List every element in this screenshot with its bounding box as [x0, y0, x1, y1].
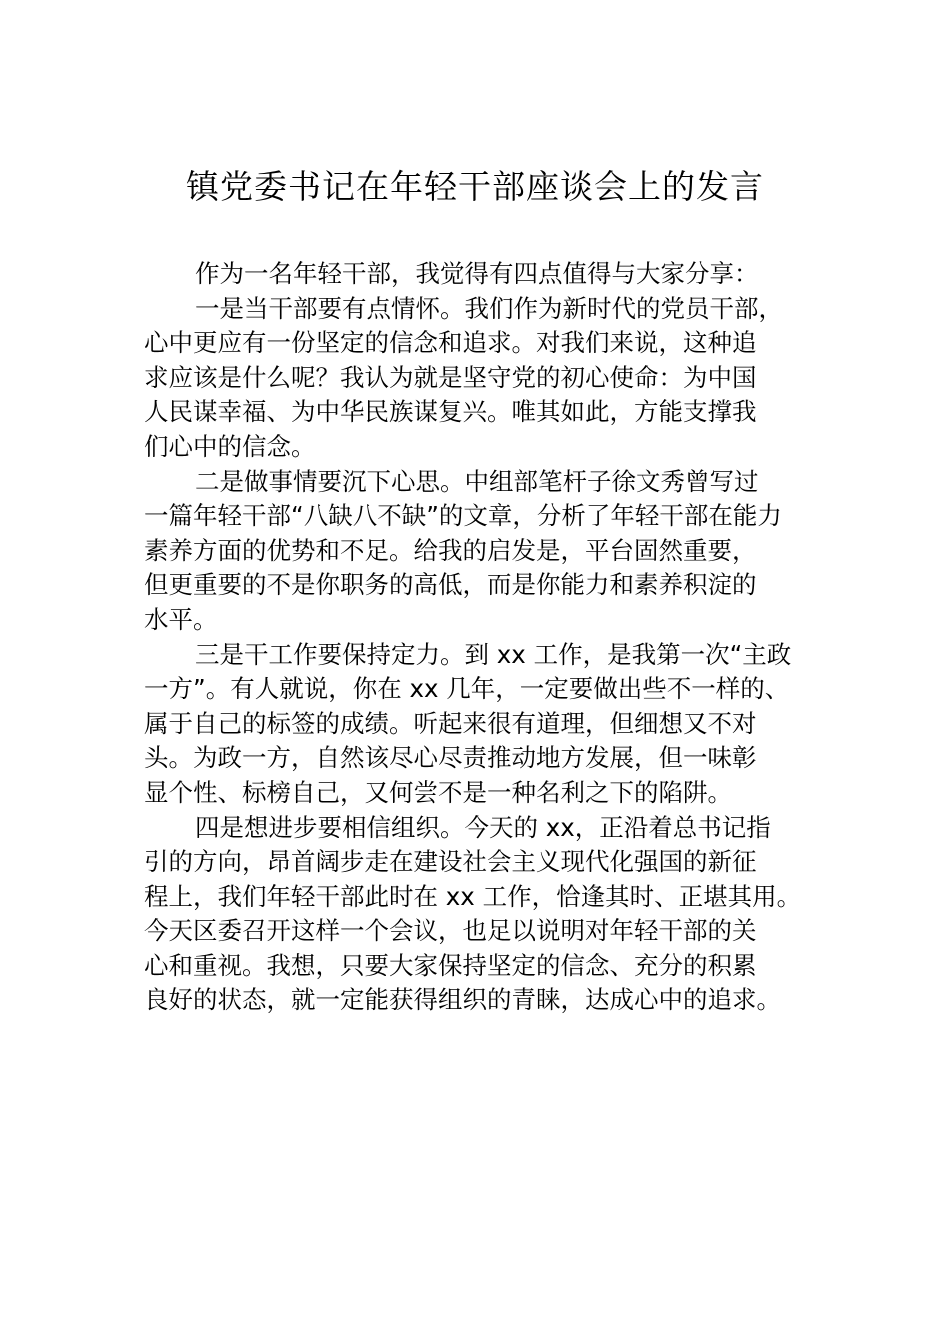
paragraph-1-line: 人民谋幸福、为中华民族谋复兴。唯其如此，方能支撑我 — [144, 397, 757, 427]
paragraph-1-line: 一是当干部要有点情怀。我们作为新时代的党员干部， — [195, 293, 783, 323]
paragraph-2-line: 二是做事情要沉下心思。中组部笔杆子徐文秀曾写过 — [195, 466, 759, 496]
document-body — [144, 257, 844, 1018]
document-title: 镇党委书记在年轻干部座谈会上的发言 — [186, 167, 764, 206]
paragraph-1-line: 们心中的信念。 — [144, 431, 316, 461]
paragraph-2-line: 一篇年轻干部“八缺八不缺”的文章，分析了年轻干部在能力 — [144, 501, 782, 531]
paragraph-4-line: 今天区委召开这样一个会议，也足以说明对年轻干部的关 — [144, 916, 757, 946]
paragraph-2-line: 但更重要的不是你职务的高低，而是你能力和素养积淀的 — [144, 570, 757, 600]
paragraph-2-line: 素养方面的优势和不足。给我的启发是，平台固然重要， — [144, 535, 757, 565]
paragraph-1-line: 求应该是什么呢？我认为就是坚守党的初心使命：为中国 — [144, 362, 757, 392]
paragraph-4-line: 程上，我们年轻干部此时在 xx 工作，恰逢其时、正堪其用。 — [144, 881, 802, 911]
paragraph-4-line: 心和重视。我想，只要大家保持坚定的信念、充分的积累 — [144, 950, 757, 980]
paragraph-4-line: 良好的状态，就一定能获得组织的青睐，达成心中的追求。 — [144, 985, 781, 1015]
paragraph-3-line: 一方”。有人就说，你在 xx 几年，一定要做出些不一样的、 — [144, 674, 790, 704]
paragraph-3-line: 显个性、标榜自己，又何尝不是一种名利之下的陷阱。 — [144, 777, 732, 807]
paragraph-1-line: 心中更应有一份坚定的信念和追求。对我们来说，这种追 — [144, 328, 757, 358]
paragraph-4-line: 四是想进步要相信组织。今天的 xx，正沿着总书记指 — [195, 812, 771, 842]
paragraph-intro-line: 作为一名年轻干部，我觉得有四点值得与大家分享： — [195, 259, 759, 288]
paragraph-3-line: 头。为政一方，自然该尽心尽责推动地方发展，但一味彰 — [144, 743, 757, 773]
paragraph-3-line: 三是干工作要保持定力。到 xx 工作，是我第一次“主政 — [195, 639, 792, 669]
paragraph-2-line: 水平。 — [144, 604, 218, 634]
paragraph-4-line: 引的方向，昂首阔步走在建设社会主义现代化强国的新征 — [144, 847, 757, 877]
paragraph-3-line: 属于自己的标签的成绩。听起来很有道理，但细想又不对 — [144, 708, 757, 738]
